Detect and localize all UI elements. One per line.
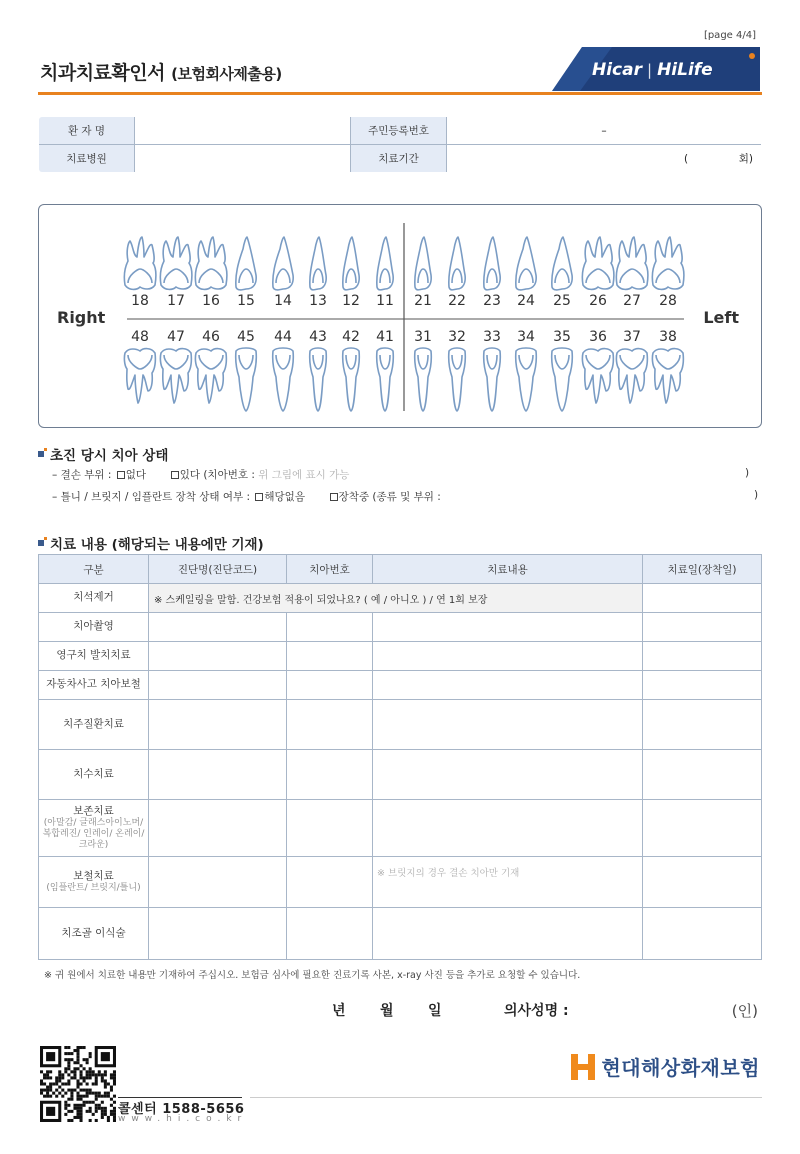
row-label: 치조골 이식술 bbox=[39, 908, 149, 960]
table-cell[interactable] bbox=[643, 908, 762, 960]
table-cell[interactable] bbox=[149, 671, 287, 700]
tooth-number-upper: 15 bbox=[237, 293, 255, 309]
tooth-number-upper: 27 bbox=[623, 293, 641, 309]
tooth-44-crown[interactable] bbox=[276, 355, 290, 369]
brand-hilife: HiLife bbox=[657, 60, 713, 80]
tooth-12-crown[interactable] bbox=[346, 269, 356, 283]
prosthesis-yes-label: 장착중 (종류 및 부위 : bbox=[338, 491, 441, 503]
tooth-number-lower: 42 bbox=[342, 329, 360, 345]
prosthetic-hint[interactable]: ※ 브릿지의 경우 결손 치아만 기재 bbox=[373, 857, 643, 908]
table-cell[interactable] bbox=[643, 700, 762, 750]
tooth-number-upper: 14 bbox=[274, 293, 292, 309]
table-cell[interactable] bbox=[373, 908, 643, 960]
tooth-41-crown[interactable] bbox=[380, 355, 390, 369]
table-cell[interactable] bbox=[373, 750, 643, 800]
hospital-field[interactable] bbox=[135, 145, 351, 173]
tooth-number-upper: 24 bbox=[517, 293, 535, 309]
table-cell[interactable] bbox=[643, 613, 762, 642]
tooth-27-crown[interactable] bbox=[620, 269, 644, 283]
qr-code-icon bbox=[40, 1046, 116, 1122]
website-url: www.hi.co.kr bbox=[118, 1114, 248, 1124]
brand-hicar: Hicar bbox=[592, 60, 642, 80]
tooth-31[interactable] bbox=[415, 348, 432, 411]
table-cell[interactable] bbox=[149, 700, 287, 750]
tooth-number-upper: 22 bbox=[448, 293, 466, 309]
patient-info-table bbox=[38, 116, 762, 173]
section-bullet-icon bbox=[38, 540, 44, 546]
tooth-37-crown[interactable] bbox=[620, 355, 644, 369]
tooth-number-upper: 21 bbox=[414, 293, 432, 309]
tooth-38-crown[interactable] bbox=[656, 355, 680, 369]
section-bullet-icon bbox=[38, 451, 44, 457]
tooth-number-upper: 25 bbox=[553, 293, 571, 309]
tooth-number-upper: 11 bbox=[376, 293, 394, 309]
tooth-33[interactable] bbox=[484, 348, 501, 411]
tooth-13-crown[interactable] bbox=[313, 269, 323, 283]
table-cell[interactable] bbox=[149, 642, 287, 671]
scaling-note: ※ 스케일링을 말함. 건강보험 적용이 되었나요? ( 예 / 아니오 ) / 연 1회 보장 bbox=[149, 584, 643, 613]
preservation-sub: (아말감/ 글래스아이노머/ 복합레진/ 인레이/ 온레이/ 크라운) bbox=[42, 817, 145, 851]
tooth-number-lower: 34 bbox=[517, 329, 535, 345]
col-category: 구분 bbox=[39, 555, 149, 584]
rrn-label: 주민등록번호 bbox=[351, 117, 447, 145]
table-cell[interactable] bbox=[287, 642, 373, 671]
tooth-23-crown[interactable] bbox=[487, 269, 497, 283]
tooth-33-crown[interactable] bbox=[487, 355, 497, 369]
table-cell[interactable] bbox=[287, 750, 373, 800]
prosthetic-sub: (임플란트/ 브릿지/틀니) bbox=[46, 882, 141, 893]
tooth-48-crown[interactable] bbox=[128, 355, 152, 369]
missing-hint: 위 그림에 표시 가능 bbox=[258, 469, 350, 481]
tooth-45-crown[interactable] bbox=[239, 355, 253, 369]
period-field[interactable] bbox=[447, 145, 762, 173]
table-cell[interactable] bbox=[149, 857, 287, 908]
tooth-number-lower: 46 bbox=[202, 329, 220, 345]
footnote: ※ 귀 원에서 치료한 내용만 기재하여 주십시오. 보험금 심사에 필요한 진료기록 사본, x-ray 사진 등을 추가로 요청할 수 있습니다. bbox=[44, 970, 581, 981]
tooth-37[interactable] bbox=[616, 349, 647, 403]
tooth-26-crown[interactable] bbox=[586, 269, 610, 283]
tooth-number-upper: 18 bbox=[131, 293, 149, 309]
tooth-number-lower: 31 bbox=[414, 329, 432, 345]
tooth-number-lower: 35 bbox=[553, 329, 571, 345]
tooth-15-crown[interactable] bbox=[239, 269, 253, 283]
missing-yes-checkbox[interactable] bbox=[171, 471, 179, 479]
missing-none-label: 없다 bbox=[125, 469, 147, 481]
tooth-number-upper: 26 bbox=[589, 293, 607, 309]
tooth-47[interactable] bbox=[160, 349, 191, 403]
col-diagnosis: 진단명(진단코드) bbox=[149, 555, 287, 584]
treatment-table bbox=[38, 554, 762, 960]
row-label-prosthetic bbox=[39, 857, 149, 908]
callcenter-number: 콜센터 1588-5656 bbox=[118, 1102, 245, 1117]
footer-rule bbox=[250, 1097, 762, 1098]
tooth-28-crown[interactable] bbox=[656, 269, 680, 283]
table-cell[interactable] bbox=[373, 800, 643, 857]
brand-separator: | bbox=[647, 61, 653, 79]
tooth-38[interactable] bbox=[652, 349, 683, 403]
sign-day: 일 bbox=[428, 1003, 442, 1019]
table-cell[interactable] bbox=[149, 750, 287, 800]
table-cell[interactable] bbox=[287, 908, 373, 960]
table-cell[interactable] bbox=[373, 642, 643, 671]
tooth-34-crown[interactable] bbox=[519, 355, 533, 369]
table-cell[interactable] bbox=[643, 671, 762, 700]
company-logo bbox=[571, 1052, 760, 1081]
table-cell[interactable] bbox=[149, 908, 287, 960]
table-cell[interactable] bbox=[149, 613, 287, 642]
right-side-label: Right bbox=[57, 308, 106, 327]
tooth-number-upper: 28 bbox=[659, 293, 677, 309]
row-label-scaling: 치석제거 bbox=[39, 584, 149, 613]
tooth-number-upper: 17 bbox=[167, 293, 185, 309]
tooth-42[interactable] bbox=[343, 348, 360, 411]
row-label: 치수치료 bbox=[39, 750, 149, 800]
initial-status-heading bbox=[38, 444, 168, 464]
prosthetic-label: 보철치료 bbox=[73, 869, 114, 882]
tooth-43-crown[interactable] bbox=[313, 355, 323, 369]
tooth-number-lower: 37 bbox=[623, 329, 641, 345]
patient-name-field[interactable] bbox=[135, 117, 351, 145]
prosthesis-prefix: – 틀니 / 브릿지 / 임플란트 장착 상태 여부 : bbox=[52, 491, 251, 503]
tooth-21-crown[interactable] bbox=[418, 269, 428, 283]
tooth-42-crown[interactable] bbox=[346, 355, 356, 369]
tooth-36-crown[interactable] bbox=[586, 355, 610, 369]
table-cell[interactable] bbox=[643, 584, 762, 613]
prosthesis-line bbox=[52, 489, 441, 504]
missing-prefix: – 결손 부위 : bbox=[52, 469, 112, 481]
tooth-number-lower: 45 bbox=[237, 329, 255, 345]
seal-mark: (인) bbox=[731, 1002, 758, 1020]
tooth-32-crown[interactable] bbox=[452, 355, 462, 369]
period-suffix: 회) bbox=[738, 153, 753, 165]
hospital-label: 치료병원 bbox=[39, 145, 135, 173]
table-cell[interactable] bbox=[373, 700, 643, 750]
table-cell[interactable] bbox=[643, 800, 762, 857]
initial-status-title: 초진 당시 치아 상태 bbox=[50, 448, 169, 464]
table-cell[interactable] bbox=[287, 700, 373, 750]
title-main: 치과치료확인서 bbox=[40, 62, 165, 84]
period-open-paren: ( bbox=[683, 153, 689, 165]
col-tooth-number: 치아번호 bbox=[287, 555, 373, 584]
missing-yes-label: 있다 (치아번호 : bbox=[179, 469, 255, 481]
tooth-43[interactable] bbox=[310, 348, 327, 411]
company-name: 현대해상화재보험 bbox=[601, 1056, 760, 1080]
dental-chart bbox=[38, 204, 762, 428]
tooth-18-crown[interactable] bbox=[128, 269, 152, 283]
tooth-46[interactable] bbox=[195, 349, 226, 403]
prosthesis-none-label: 해당없음 bbox=[264, 491, 305, 503]
rrn-field[interactable]: – bbox=[447, 117, 762, 145]
treatment-title: 치료 내용 (해당되는 내용에만 기재) bbox=[50, 537, 264, 553]
sign-year: 년 bbox=[332, 1003, 346, 1019]
tooth-number-upper: 13 bbox=[309, 293, 327, 309]
table-cell[interactable] bbox=[643, 750, 762, 800]
tooth-11-crown[interactable] bbox=[380, 269, 390, 283]
table-cell[interactable] bbox=[373, 671, 643, 700]
tooth-47-crown[interactable] bbox=[164, 355, 188, 369]
table-cell[interactable] bbox=[287, 800, 373, 857]
dental-chart-drawing bbox=[39, 205, 763, 429]
tooth-46-crown[interactable] bbox=[199, 355, 223, 369]
header-rule bbox=[38, 92, 762, 95]
row-label: 자동차사고 치아보철 bbox=[39, 671, 149, 700]
tooth-number-lower: 41 bbox=[376, 329, 394, 345]
row-label: 영구치 발치치료 bbox=[39, 642, 149, 671]
prosthesis-yes-checkbox[interactable] bbox=[330, 493, 338, 501]
table-cell[interactable] bbox=[373, 613, 643, 642]
missing-none-checkbox[interactable] bbox=[117, 471, 125, 479]
tooth-32[interactable] bbox=[449, 348, 466, 411]
tooth-number-upper: 12 bbox=[342, 293, 360, 309]
prosthesis-none-checkbox[interactable] bbox=[255, 493, 263, 501]
tooth-16-crown[interactable] bbox=[199, 269, 223, 283]
tooth-number-lower: 38 bbox=[659, 329, 677, 345]
preservation-label: 보존치료 bbox=[73, 804, 114, 817]
table-cell[interactable] bbox=[287, 857, 373, 908]
page-title bbox=[40, 58, 282, 85]
row-label-preservation bbox=[39, 800, 149, 857]
tooth-number-lower: 32 bbox=[448, 329, 466, 345]
patient-name-label: 환 자 명 bbox=[39, 117, 135, 145]
hyundai-h-icon bbox=[571, 1054, 595, 1080]
tooth-number-lower: 43 bbox=[309, 329, 327, 345]
missing-teeth-line bbox=[52, 467, 349, 482]
prosthesis-close-paren: ) bbox=[754, 489, 759, 501]
row-label: 치주질환치료 bbox=[39, 700, 149, 750]
tooth-17-crown[interactable] bbox=[164, 269, 188, 283]
tooth-41[interactable] bbox=[377, 348, 394, 411]
table-cell[interactable] bbox=[149, 800, 287, 857]
table-cell[interactable] bbox=[643, 642, 762, 671]
table-cell[interactable] bbox=[287, 671, 373, 700]
tooth-48[interactable] bbox=[124, 349, 155, 403]
tooth-number-lower: 48 bbox=[131, 329, 149, 345]
tooth-number-upper: 23 bbox=[483, 293, 501, 309]
tooth-number-upper: 16 bbox=[202, 293, 220, 309]
tooth-14-crown[interactable] bbox=[276, 269, 290, 283]
tooth-36[interactable] bbox=[582, 349, 613, 403]
tooth-25-crown[interactable] bbox=[555, 269, 569, 283]
tooth-24-crown[interactable] bbox=[519, 269, 533, 283]
tooth-35-crown[interactable] bbox=[555, 355, 569, 369]
col-treatment: 치료내용 bbox=[373, 555, 643, 584]
left-side-label: Left bbox=[703, 308, 739, 327]
title-subtitle: (보험회사제출용) bbox=[171, 65, 282, 83]
missing-close-paren: ) bbox=[745, 467, 750, 479]
brand-logo bbox=[552, 47, 760, 91]
sign-month: 월 bbox=[380, 1003, 394, 1019]
table-cell[interactable] bbox=[643, 857, 762, 908]
col-date: 치료일(장착일) bbox=[643, 555, 762, 584]
tooth-22-crown[interactable] bbox=[452, 269, 462, 283]
doctor-name-label: 의사성명 : bbox=[504, 1003, 569, 1019]
row-label: 치아촬영 bbox=[39, 613, 149, 642]
tooth-number-lower: 44 bbox=[274, 329, 292, 345]
tooth-number-lower: 36 bbox=[589, 329, 607, 345]
tooth-number-lower: 47 bbox=[167, 329, 185, 345]
page-number: [page 4/4] bbox=[703, 30, 756, 41]
treatment-heading bbox=[38, 533, 264, 553]
table-cell[interactable] bbox=[287, 613, 373, 642]
period-label: 치료기간 bbox=[351, 145, 447, 173]
tooth-31-crown[interactable] bbox=[418, 355, 428, 369]
tooth-number-lower: 33 bbox=[483, 329, 501, 345]
